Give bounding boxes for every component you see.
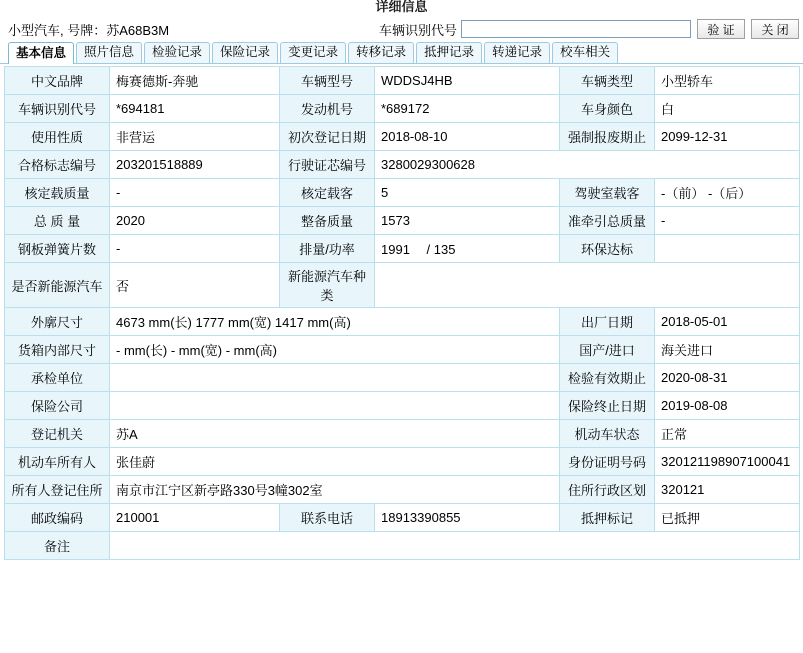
engine-no-label: 发动机号 [280, 95, 375, 123]
cab-passengers-label: 驾驶室载客 [560, 179, 655, 207]
origin-value: 海关进口 [655, 336, 800, 364]
produce-date-value: 2018-05-01 [655, 308, 800, 336]
vin-search-label: 车辆识别代号 [378, 22, 457, 38]
close-button[interactable]: 关 闭 [751, 19, 799, 39]
insurer-label: 保险公司 [5, 392, 110, 420]
district-code-label: 住所行政区划 [560, 476, 655, 504]
brand-value: 梅赛德斯-奔驰 [110, 67, 280, 95]
tab-transfer-records[interactable]: 转移记录 [348, 42, 414, 63]
model-value: WDDSJ4HB [375, 67, 560, 95]
mortgage-mark-value: 已抵押 [655, 504, 800, 532]
tab-bar [0, 42, 803, 64]
address-value: 南京市江宁区新亭路330号3幢302室 [110, 476, 560, 504]
leaf-spring-label: 钢板弹簧片数 [5, 235, 110, 263]
engine-no-value: *689172 [375, 95, 560, 123]
rated-load-label: 核定载质量 [5, 179, 110, 207]
table-row [5, 504, 800, 532]
leaf-spring-value: - [110, 235, 280, 263]
inspection-unit-label: 承检单位 [5, 364, 110, 392]
use-nature-label: 使用性质 [5, 123, 110, 151]
dimensions-value: 4673 mm(长) 1777 mm(宽) 1417 mm(高) [110, 308, 560, 336]
mortgage-mark-label: 抵押标记 [560, 504, 655, 532]
inspection-valid-label: 检验有效期止 [560, 364, 655, 392]
model-label: 车辆型号 [280, 67, 375, 95]
table-row [5, 95, 800, 123]
tow-mass-value: - [655, 207, 800, 235]
table-row [5, 364, 800, 392]
tab-insurance-records[interactable]: 保险记录 [212, 42, 278, 63]
table-row [5, 207, 800, 235]
rated-passengers-label: 核定载客 [280, 179, 375, 207]
certificate-no-value: 203201518889 [110, 151, 280, 179]
owner-value: 张佳蔚 [110, 448, 560, 476]
inspection-unit-value [110, 364, 560, 392]
table-row [5, 420, 800, 448]
tab-change-records[interactable]: 变更记录 [280, 42, 346, 63]
vehicle-status-label: 机动车状态 [560, 420, 655, 448]
table-row [5, 336, 800, 364]
inspection-valid-value: 2020-08-31 [655, 364, 800, 392]
tab-inspection-records[interactable]: 检验记录 [144, 42, 210, 63]
table-row [5, 476, 800, 504]
vehicle-summary-label: 小型汽车, 号牌：苏A68B3M [8, 22, 170, 38]
insurance-end-label: 保险终止日期 [560, 392, 655, 420]
tab-school-bus[interactable]: 校车相关 [552, 42, 618, 63]
id-number-label: 身份证明号码 [560, 448, 655, 476]
rated-load-value: - [110, 179, 280, 207]
table-row [5, 235, 800, 263]
phone-label: 联系电话 [280, 504, 375, 532]
id-number-value: 320121198907100041 [655, 448, 800, 476]
cab-passengers-value: -（前） -（后） [655, 179, 800, 207]
gross-mass-value: 2020 [110, 207, 280, 235]
table-row [5, 151, 800, 179]
cargo-dimensions-label: 货箱内部尺寸 [5, 336, 110, 364]
insurance-end-value: 2019-08-08 [655, 392, 800, 420]
tab-photo-info[interactable]: 照片信息 [76, 42, 142, 63]
license-chip-value: 3280029300628 [375, 151, 800, 179]
vin-label: 车辆识别代号 [5, 95, 110, 123]
remark-label: 备注 [5, 532, 110, 560]
new-energy-type-label: 新能源汽车种类 [280, 263, 375, 308]
gross-mass-label: 总 质 量 [5, 207, 110, 235]
cargo-dimensions-value: - mm(长) - mm(宽) - mm(高) [110, 336, 560, 364]
new-energy-type-value [375, 263, 800, 308]
registration-authority-value: 苏A [110, 420, 560, 448]
new-energy-label: 是否新能源汽车 [5, 263, 110, 308]
vehicle-detail-table [4, 66, 800, 560]
emission-standard-value [655, 235, 800, 263]
rated-passengers-value: 5 [375, 179, 560, 207]
query-toolbar [0, 16, 803, 42]
dimensions-label: 外廓尺寸 [5, 308, 110, 336]
curb-mass-value: 1573 [375, 207, 560, 235]
vehicle-status-value: 正常 [655, 420, 800, 448]
tab-basic-info[interactable]: 基本信息 [8, 42, 74, 64]
displacement-power-value: 1991 / 135 [375, 235, 560, 263]
district-code-value: 320121 [655, 476, 800, 504]
postcode-label: 邮政编码 [5, 504, 110, 532]
remark-value [110, 532, 800, 560]
postcode-value: 210001 [110, 504, 280, 532]
table-row [5, 123, 800, 151]
first-registration-value: 2018-08-10 [375, 123, 560, 151]
table-row [5, 448, 800, 476]
certificate-no-label: 合格标志编号 [5, 151, 110, 179]
table-row [5, 263, 800, 308]
origin-label: 国产/进口 [560, 336, 655, 364]
tow-mass-label: 准牵引总质量 [560, 207, 655, 235]
owner-label: 机动车所有人 [5, 448, 110, 476]
body-color-label: 车身颜色 [560, 95, 655, 123]
table-row [5, 392, 800, 420]
vin-value: *694181 [110, 95, 280, 123]
scrap-deadline-value: 2099-12-31 [655, 123, 800, 151]
address-label: 所有人登记住所 [5, 476, 110, 504]
vehicle-type-label: 车辆类型 [560, 67, 655, 95]
table-row [5, 532, 800, 560]
table-row [5, 67, 800, 95]
registration-authority-label: 登记机关 [5, 420, 110, 448]
scrap-deadline-label: 强制报废期止 [560, 123, 655, 151]
produce-date-label: 出厂日期 [560, 308, 655, 336]
insurer-value [110, 392, 560, 420]
brand-label: 中文品牌 [5, 67, 110, 95]
curb-mass-label: 整备质量 [280, 207, 375, 235]
emission-standard-label: 环保达标 [560, 235, 655, 263]
verify-button[interactable]: 验 证 [697, 19, 745, 39]
first-registration-label: 初次登记日期 [280, 123, 375, 151]
body-color-value: 白 [655, 95, 800, 123]
table-row [5, 308, 800, 336]
tab-mortgage-records[interactable]: 抵押记录 [416, 42, 482, 63]
new-energy-value: 否 [110, 263, 280, 308]
license-chip-label: 行驶证芯编号 [280, 151, 375, 179]
vehicle-type-value: 小型轿车 [655, 67, 800, 95]
tab-delivery-records[interactable]: 转递记录 [484, 42, 550, 63]
use-nature-value: 非营运 [110, 123, 280, 151]
displacement-power-label: 排量/功率 [280, 235, 375, 263]
phone-value: 18913390855 [375, 504, 560, 532]
table-row [5, 179, 800, 207]
vin-search-input[interactable] [461, 20, 691, 38]
window-title: 详细信息 [375, 0, 428, 14]
